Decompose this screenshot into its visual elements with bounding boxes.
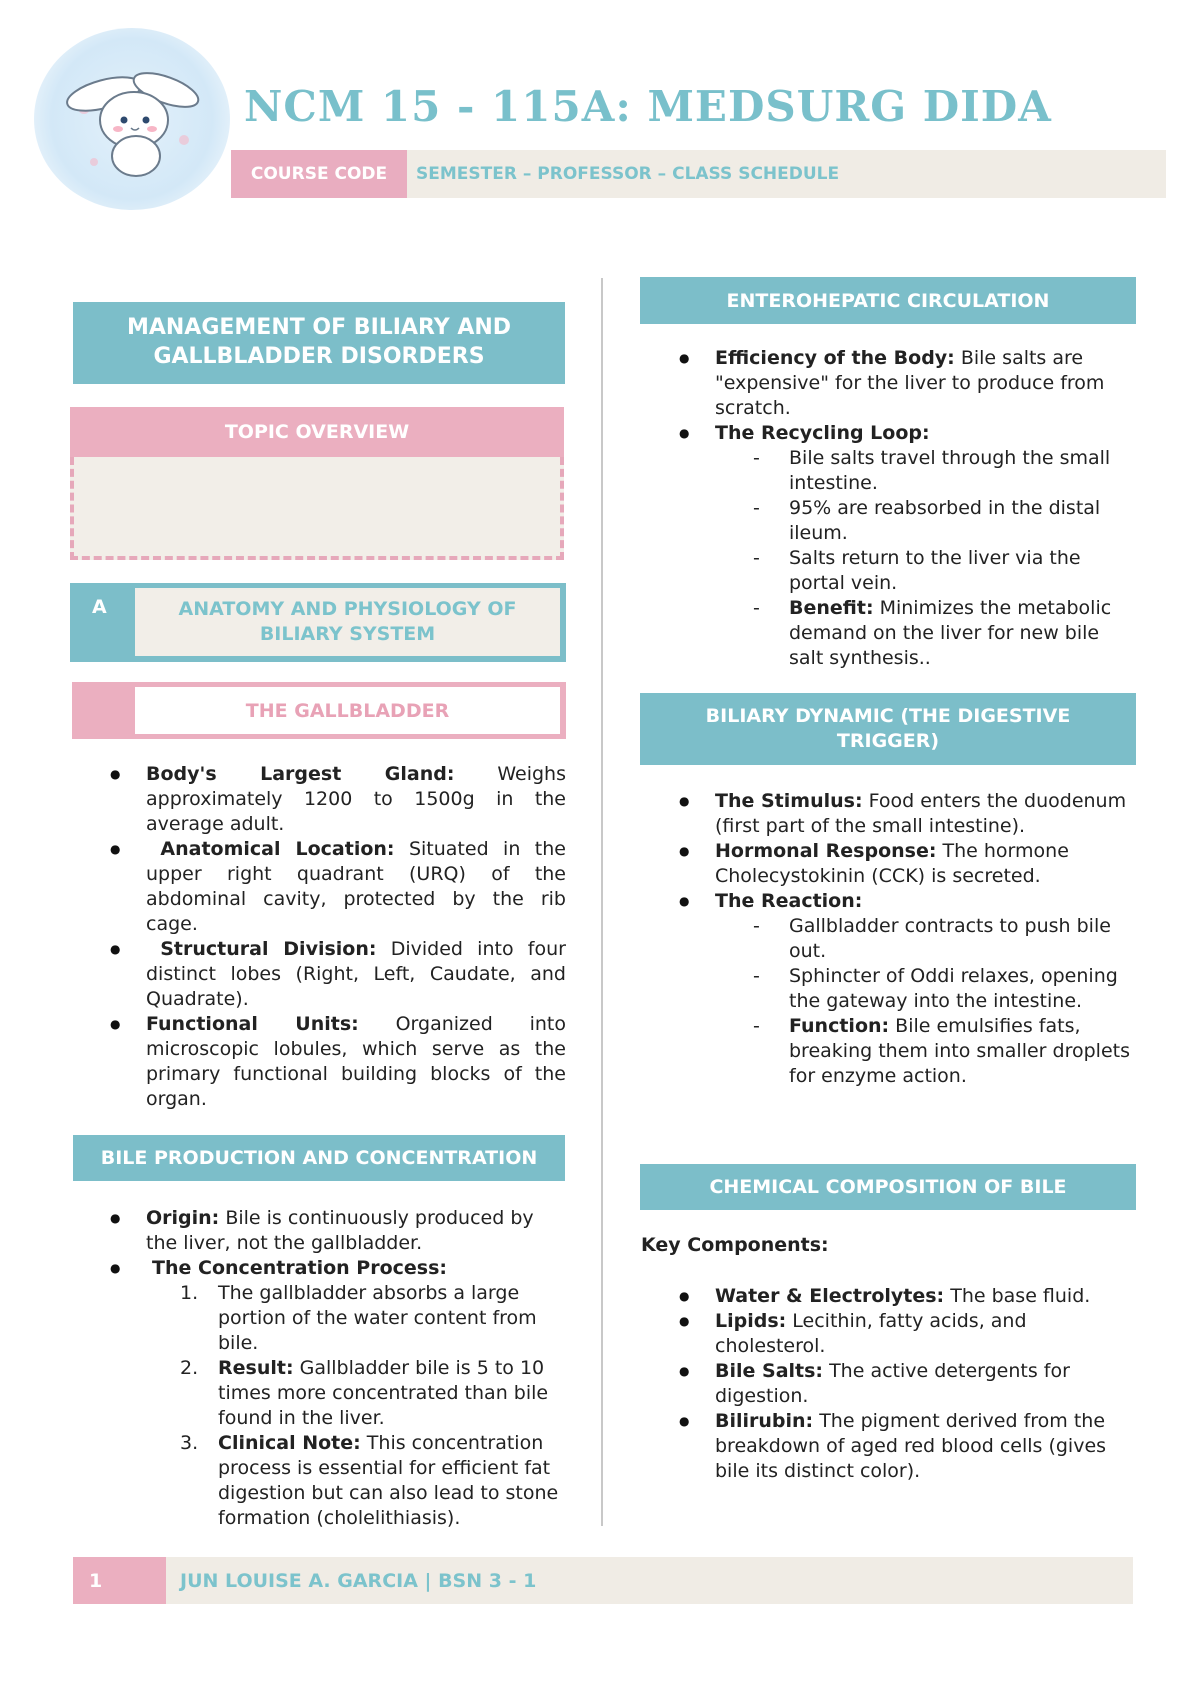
list-item: ● The Reaction: [715, 889, 1135, 914]
gallbladder-title: THE GALLBLADDER [135, 687, 560, 734]
chemical-composition-list [715, 1284, 1135, 1484]
section-letter: A [92, 596, 107, 618]
list-item: 1. The gallbladder absorbs a large portion of the water content from bile. [180, 1282, 537, 1354]
gallbladder-list [146, 762, 566, 1112]
list-item: 2. Result: Gallbladder bile is 5 to 10 times more concentrated than bile found in the liver. [180, 1357, 549, 1429]
main-topic-banner: MANAGEMENT OF BILIARY AND GALLBLADDER DISORDERS [73, 302, 565, 384]
author-footer: JUN LOUISE A. GARCIA | BSN 3 - 1 [166, 1557, 1133, 1604]
list-item: - Function: Bile emulsifies fats, breaking them into smaller droplets for enzyme action. [789, 1014, 1135, 1089]
list-item: - Salts return to the liver via the portal vein. [789, 546, 1135, 596]
bile-production-list [146, 1206, 566, 1531]
enterohepatic-header: ENTEROHEPATIC CIRCULATION [640, 277, 1136, 324]
list-item: ● The Recycling Loop: [715, 421, 1135, 446]
biliary-dynamic-list [715, 789, 1135, 1089]
list-item: ● Body's Largest Gland: Weighs approximately 1200 to 1500g in the average adult. [146, 762, 566, 837]
key-components-label: Key Components: [641, 1234, 829, 1256]
list-item: ● Bilirubin: The pigment derived from the breakdown of aged red blood cells (gives bile its distinct color). [715, 1409, 1135, 1484]
list-item: - Benefit: Minimizes the metabolic demand on the liver for new bile salt synthesis.. [789, 596, 1135, 671]
list-item: ● The Stimulus: Food enters the duodenum (first part of the small intestine). [715, 789, 1135, 839]
list-item: ● The Concentration Process: [146, 1256, 566, 1281]
column-divider [601, 278, 603, 1526]
chemical-composition-header: CHEMICAL COMPOSITION OF BILE [640, 1164, 1136, 1210]
course-code-label: COURSE CODE [231, 150, 407, 198]
list-item: 3. Clinical Note: This concentration process is essential for efficient fat digestion but can also lead to stone formation (cholelithiasis). [180, 1432, 559, 1529]
biliary-dynamic-header: BILIARY DYNAMIC (THE DIGESTIVE TRIGGER) [640, 693, 1136, 765]
enterohepatic-list [715, 346, 1135, 671]
list-item: ● Origin: Bile is continuously produced by the liver, not the gallbladder. [146, 1206, 566, 1256]
bunny-mascot-icon [34, 28, 230, 210]
list-item: ● Functional Units: Organized into microscopic lobules, which serve as the primary functional building blocks of the organ. [146, 1012, 566, 1112]
list-item: - Bile salts travel through the small intestine. [789, 446, 1135, 496]
list-item: ● Bile Salts: The active detergents for digestion. [715, 1359, 1135, 1409]
topic-overview-box [70, 457, 564, 560]
topic-overview-header: TOPIC OVERVIEW [70, 407, 564, 457]
list-item: - Sphincter of Oddi relaxes, opening the gateway into the intestine. [789, 964, 1135, 1014]
page-title: NCM 15 - 115A: MEDSURG DIDA [244, 82, 1052, 131]
list-item: ● Water & Electrolytes: The base fluid. [715, 1284, 1135, 1309]
list-item: ● Structural Division: Divided into four distinct lobes (Right, Left, Caudate, and Quadrate). [146, 937, 566, 1012]
list-item: ● Lipids: Lecithin, fatty acids, and cholesterol. [715, 1309, 1135, 1359]
section-a-title: ANATOMY AND PHYSIOLOGY OF BILIARY SYSTEM [135, 588, 560, 656]
list-item: - 95% are reabsorbed in the distal ileum. [789, 496, 1135, 546]
list-item: ● Hormonal Response: The hormone Cholecystokinin (CCK) is secreted. [715, 839, 1135, 889]
list-item: ● Anatomical Location: Situated in the upper right quadrant (URQ) of the abdominal cavity, protected by the rib cage. [146, 837, 566, 937]
bile-production-header: BILE PRODUCTION AND CONCENTRATION [73, 1135, 565, 1181]
page-number: 1 [73, 1557, 166, 1604]
list-item: ● Efficiency of the Body: Bile salts are "expensive" for the liver to produce from scratch. [715, 346, 1135, 421]
course-meta-label: SEMESTER – PROFESSOR – CLASS SCHEDULE [407, 150, 1166, 198]
list-item: - Gallbladder contracts to push bile out. [789, 914, 1135, 964]
